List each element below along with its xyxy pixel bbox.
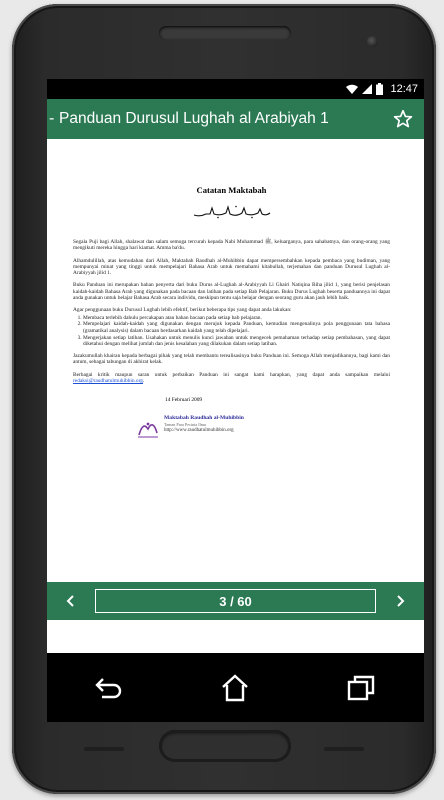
paragraph: Berbagai kritik maupun saran untuk perbaikan Panduan ini sangat kami harapkan, yang dapat anda sampaikan melalui	[73, 371, 390, 378]
wifi-icon	[346, 84, 358, 94]
publisher-name: Maktabah Raudhah al-Muhibbin	[164, 415, 244, 422]
basmalah-calligraphy-icon	[73, 205, 390, 224]
signal-icon	[362, 84, 372, 94]
home-icon[interactable]	[219, 673, 251, 703]
paragraph: Alhamdulillah, atas kemudahan dari Allah, Maktabah Raudhah al-Muhibbin dapat mempersembahkan kepada pembaca yang budiman, yang mempunyai minat yang tinggi untuk mempelajari Bahasa Arab untuk memahami kitabullah, terjemahan dan panduan Durusul Lughah al-Arabiyyah jilid 1.	[73, 257, 390, 277]
phone-frame	[12, 4, 436, 794]
content-bottom-area	[47, 620, 424, 653]
list-item: 2. Mempelajari kaidah-kaidah yang digunakan dengan merujuk kepada Panduan, kemudian mengenalinya pola penggunaan tata bahasa (gramatikal analysis) dalam bacaan berdasarkan kaidah yang telah dipelajari.	[83, 321, 390, 334]
list-item: 1. Membaca terlebih dahulu percakapan atau bahan bacaan pada setiap bab pelajaran.	[83, 315, 390, 321]
paragraph: Buku Panduan ini merupakan bahan penyerta dari buku Durus al-Lughah al-Arabiyyah Li Ghairi Natiqina Biha jilid 1, yang berisi penjelasan kaidah-kaidah Bahasa Arab yang digunakan pada bacaan dan latihan pada setiap Bab Pelajaran. Buku Durus Lughah beserta panduannya ini dapat anda gunakan untuk belajar Bahasa Arab secara individu, meskipun tentu saja belajar dengan seorang guru akan jauh lebih baik.	[73, 282, 390, 302]
page-navigation-bar	[47, 582, 424, 620]
contact-paragraph: Berbagai kritik maupun saran untuk perbaikan Panduan ini sangat kami harapkan, yang dapat anda sampaikan melalui redaksi@raudhatulmuhibbin.org.	[73, 371, 390, 385]
publisher-url[interactable]: http://www.raudhatulmuhibbin.org	[164, 428, 234, 434]
app-title: Panduan Durusul Lughah al Arabiyah 1	[59, 110, 329, 127]
email-link[interactable]: redaksi@raudhatulmuhibbin.org	[73, 378, 143, 385]
battery-icon	[376, 83, 383, 95]
device-screen	[47, 79, 424, 722]
publisher-logo-icon	[135, 415, 161, 441]
paragraph: Segala Puji bagi Allah, shalawat dan salam semoga tercurah kepada Nabi Muhammad ﷺ, keluarganya, para sahabatnya, dan orang-orang yang mengikuti mereka hingga hari kiamat. Amma ba'du.	[73, 239, 391, 252]
chevron-right-icon	[395, 595, 405, 607]
back-icon[interactable]	[94, 674, 126, 702]
publisher-subtitle: Taman Para Pecinta Ilmu	[164, 422, 207, 428]
recents-icon[interactable]	[345, 674, 377, 702]
publisher-block	[135, 415, 390, 441]
status-time: 12:47	[390, 83, 418, 95]
next-page-button[interactable]	[382, 586, 418, 616]
bottom-speaker	[159, 730, 291, 762]
document-page[interactable]	[47, 139, 424, 582]
list-item: 3. Mengerjakan setiap latihan. Usahakan untuk menulis kunci jawaban untuk mengecek pemahaman terhadap setiap pembahasan, yang dapat diketahui dengan melihat jumlah dan jenis kesalahan yang dilakukan dalam setiap latihan.	[83, 335, 390, 348]
previous-page-button[interactable]	[53, 586, 89, 616]
document-title: Catatan Maktabah	[196, 185, 267, 195]
nav-button[interactable]: -	[49, 110, 55, 127]
bottom-left-grille	[84, 747, 124, 751]
front-camera	[367, 36, 378, 47]
status-bar	[47, 79, 424, 99]
system-navigation-bar	[47, 653, 424, 722]
document-body	[73, 239, 390, 384]
earpiece-speaker	[159, 26, 291, 40]
document-date: 14 Februari 2009	[165, 397, 203, 404]
bottom-right-grille	[324, 747, 364, 751]
app-bar	[47, 99, 424, 139]
page-indicator[interactable]: 3 / 60	[95, 589, 376, 613]
tips-list	[73, 315, 390, 347]
chevron-left-icon	[66, 595, 76, 607]
paragraph: Agar penggunaan buku Durusul Lughah lebih efektif, berikut beberapa tips yang dapat anda lakukan:	[73, 307, 292, 314]
star-icon[interactable]	[392, 108, 414, 130]
paragraph: Jazakumullah khairan kepada berbagai pihak yang telah membantu terealisasinya buku Panduan ini. Semoga Allah menjadikannya, bagi kami dan antum, sebagai tabungan di akhirat kelak.	[73, 353, 390, 366]
